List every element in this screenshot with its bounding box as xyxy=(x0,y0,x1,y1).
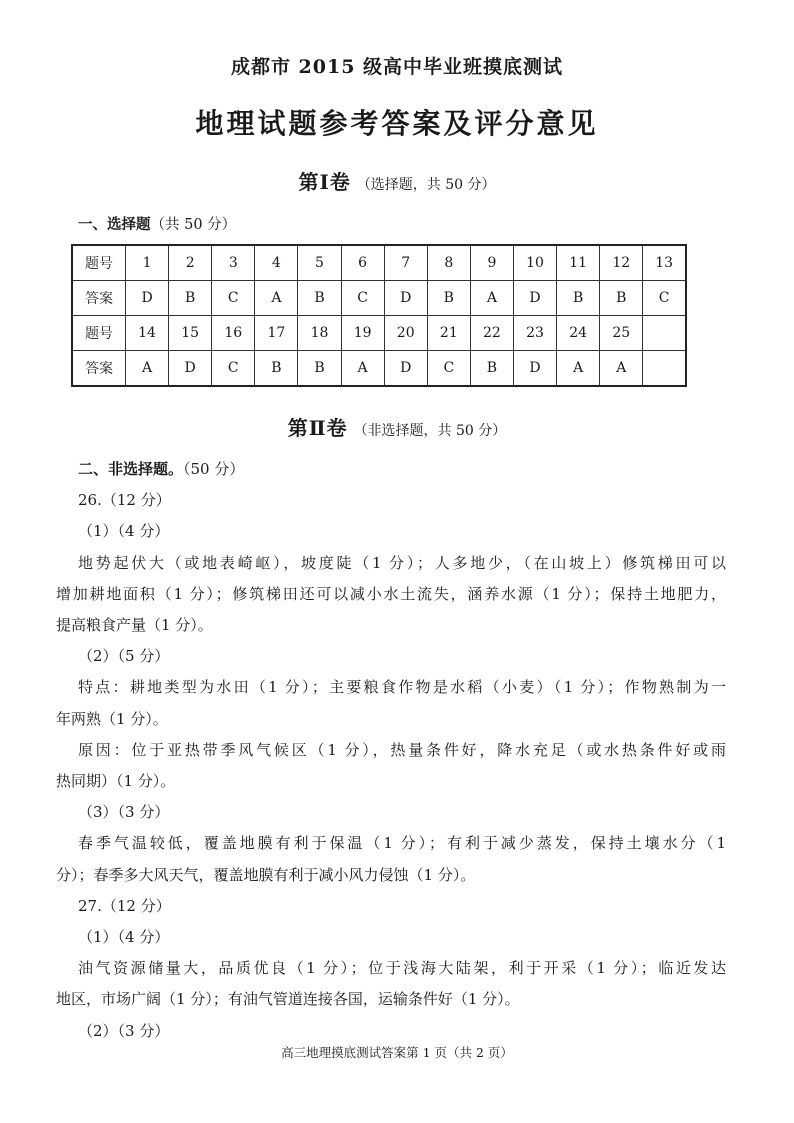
answer-table-row-label: 答案 xyxy=(72,351,126,387)
answer-table-cell: 3 xyxy=(212,245,255,281)
answer-table-cell: A xyxy=(470,281,513,316)
answer-table-cell: 25 xyxy=(600,316,643,351)
answer-table-cell: A xyxy=(600,351,643,387)
answer-table-cell: 10 xyxy=(513,245,556,281)
answer-table-cell: D xyxy=(384,281,427,316)
q26-1-heading: （1）（4 分） xyxy=(78,522,170,541)
answer-table-cell: 17 xyxy=(255,316,298,351)
answer-table-cell: A xyxy=(255,281,298,316)
answer-table-cell: 7 xyxy=(384,245,427,281)
answer-table-cell: 24 xyxy=(557,316,600,351)
answer-table-cell: D xyxy=(169,351,212,387)
answer-table-cell: 21 xyxy=(427,316,470,351)
answer-table-cell: 23 xyxy=(513,316,556,351)
q26-2-heading: （2）（5 分） xyxy=(78,647,170,666)
answer-table-cell: 12 xyxy=(600,245,643,281)
page-footer: 高三地理摸底测试答案第 1 页（共 2 页） xyxy=(281,1045,513,1060)
section-1-points: （共 50 分） xyxy=(150,217,237,233)
answer-table-cell: 20 xyxy=(384,316,427,351)
answer-table-cell: 2 xyxy=(169,245,212,281)
answer-table-cell: 8 xyxy=(427,245,470,281)
volume-1-note: （选择题，共 50 分） xyxy=(356,177,496,193)
answer-table-cell: 5 xyxy=(298,245,341,281)
answer-table-cell: 9 xyxy=(470,245,513,281)
answer-table-cell: 4 xyxy=(255,245,298,281)
answer-table-cell: 16 xyxy=(212,316,255,351)
volume-1-heading xyxy=(0,166,794,195)
answer-table-cell xyxy=(643,316,686,351)
answer-table-cell: C xyxy=(212,281,255,316)
answer-table-row-label: 答案 xyxy=(72,281,126,316)
section-2-points: （50 分） xyxy=(183,460,245,478)
answer-table-cell: 1 xyxy=(126,245,169,281)
q26-3-answer-line: 春季气温较低，覆盖地膜有利于保温（1 分）；有利于减少蒸发，保持土壤水分（1 xyxy=(78,834,726,853)
answer-table-cell: 14 xyxy=(126,316,169,351)
q27-1-answer-line: 油气资源储量大，品质优良（1 分）；位于浅海大陆架，利于开采（1 分）；临近发达 xyxy=(78,959,726,978)
answer-table-row xyxy=(72,316,686,351)
q27-1-answer-line: 地区，市场广阔（1 分）；有油气管道连接各国，运输条件好（1 分）。 xyxy=(56,990,520,1009)
exam-title: 成都市 2015 级高中毕业班摸底测试 xyxy=(230,56,564,78)
answer-table-cell: D xyxy=(513,281,556,316)
q27-2-heading: （2）（3 分） xyxy=(78,1021,170,1040)
q26-2-reason-line: 热同期）（1 分）。 xyxy=(56,772,176,791)
section-1-title: 一、选择题 xyxy=(78,216,151,233)
q27-heading: 27.（12 分） xyxy=(78,896,171,915)
answer-table-cell xyxy=(643,351,686,387)
volume-2-title: 第Ⅱ卷 xyxy=(287,416,348,440)
answer-body xyxy=(56,454,726,1047)
answer-table-row xyxy=(72,281,686,316)
answer-table-cell: D xyxy=(384,351,427,387)
q26-3-answer-line: 分）；春季多大风天气，覆盖地膜有利于减小风力侵蚀（1 分）。 xyxy=(56,865,476,884)
answer-table-cell: B xyxy=(255,351,298,387)
section-2-title: 二、非选择题。 xyxy=(78,460,184,478)
q26-1-answer-line: 增加耕地面积（1 分）；修筑梯田还可以减小水土流失，涵养水源（1 分）；保持土地肥力， xyxy=(56,584,726,603)
answer-table-cell: D xyxy=(126,281,169,316)
answer-table-cell: B xyxy=(600,281,643,316)
section-2-heading xyxy=(56,454,726,485)
answer-table-cell: C xyxy=(341,281,384,316)
answer-table-cell: A xyxy=(557,351,600,387)
q26-3-heading: （3）（3 分） xyxy=(78,803,170,822)
q26-heading: 26.（12 分） xyxy=(78,491,171,510)
answer-table-cell: B xyxy=(298,351,341,387)
answer-table-cell: 6 xyxy=(341,245,384,281)
q26-2-feature-line: 年两熟（1 分）。 xyxy=(56,709,168,728)
answer-table-cell: C xyxy=(643,281,686,316)
answer-table-cell: 11 xyxy=(557,245,600,281)
volume-2-note: （非选择题，共 50 分） xyxy=(353,423,507,439)
q26-1-answer-line: 提高粮食产量（1 分）。 xyxy=(56,616,213,635)
answer-table-cell: C xyxy=(212,351,255,387)
answer-table-cell: A xyxy=(341,351,384,387)
answer-table-cell: 15 xyxy=(169,316,212,351)
answer-table-row xyxy=(72,351,686,387)
answer-table-cell: 19 xyxy=(341,316,384,351)
q26-1-answer-line: 地势起伏大（或地表崎岖），坡度陡（1 分）；人多地少，（在山坡上）修筑梯田可以 xyxy=(78,553,726,572)
volume-1-title: 第Ⅰ卷 xyxy=(298,170,351,194)
answer-table-cell: C xyxy=(427,351,470,387)
volume-2-heading xyxy=(0,412,794,441)
answer-table-cell: D xyxy=(513,351,556,387)
answer-table-row-label: 题号 xyxy=(72,316,126,351)
answer-table-cell: B xyxy=(169,281,212,316)
answer-table-row xyxy=(72,245,686,281)
answer-table-cell: B xyxy=(427,281,470,316)
answer-table-cell: 22 xyxy=(470,316,513,351)
document-title: 地理试题参考答案及评分意见 xyxy=(195,107,599,140)
answer-table-cell: B xyxy=(298,281,341,316)
answer-table-cell: A xyxy=(126,351,169,387)
answer-table xyxy=(71,244,687,387)
q26-2-feature-line: 特点：耕地类型为水田（1 分）；主要粮食作物是水稻（小麦）（1 分）；作物熟制为一 xyxy=(78,678,726,697)
q27-1-heading: （1）（4 分） xyxy=(78,928,170,947)
answer-table-row-label: 题号 xyxy=(72,245,126,281)
section-1-heading xyxy=(78,213,236,234)
answer-table-cell: 18 xyxy=(298,316,341,351)
q26-2-reason-line: 原因：位于亚热带季风气候区（1 分），热量条件好，降水充足（或水热条件好或雨 xyxy=(78,740,726,759)
answer-table-cell: 13 xyxy=(643,245,686,281)
answer-table-cell: B xyxy=(557,281,600,316)
answer-table-cell: B xyxy=(470,351,513,387)
